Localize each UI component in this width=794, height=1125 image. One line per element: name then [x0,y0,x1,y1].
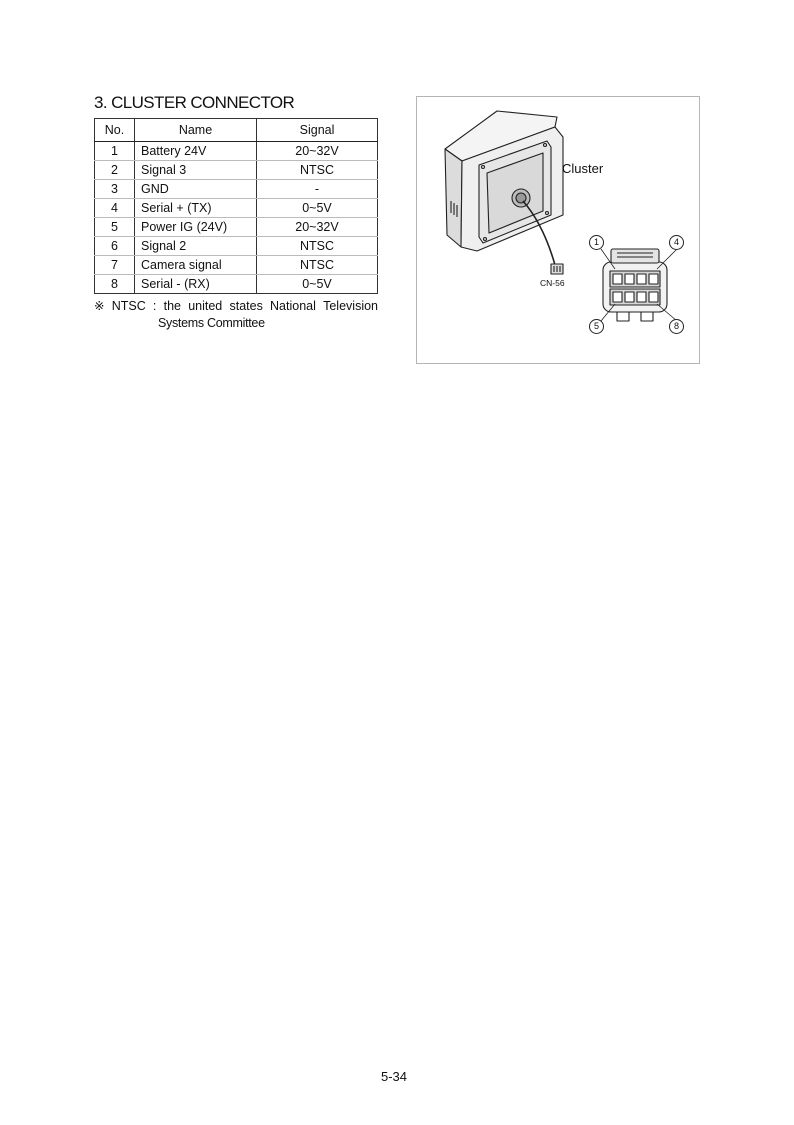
cell-signal: NTSC [257,237,378,256]
cell-name: Power IG (24V) [135,218,257,237]
pin-table [94,118,378,294]
cell-no: 2 [95,161,135,180]
footnote-line-2: Systems Committee [158,316,265,330]
table-row [95,275,378,294]
page-number: 5-34 [381,1069,408,1084]
pin-callout-8: 8 [669,319,684,334]
cell-name: Signal 3 [135,161,257,180]
note-word: Television [323,299,378,313]
cluster-label: Cluster [562,161,604,176]
cell-no: 8 [95,275,135,294]
footnote-line-1 [94,298,378,315]
cell-name: Signal 2 [135,237,257,256]
header-name: Name [135,119,257,142]
cell-name: Serial + (TX) [135,199,257,218]
cell-name: Camera signal [135,256,257,275]
note-word: states [229,299,263,313]
pin-callout-5: 5 [589,319,604,334]
pin-callout-4: 4 [669,235,684,250]
cell-signal: 0~5V [257,199,378,218]
table-row [95,237,378,256]
note-word: NTSC [111,299,146,313]
table-row [95,142,378,161]
table-row [95,199,378,218]
cell-name: Serial - (RX) [135,275,257,294]
cell-name: GND [135,180,257,199]
cell-signal: 20~32V [257,142,378,161]
note-symbol: ※ [94,299,105,313]
note-word: National [270,299,316,313]
cell-signal: NTSC [257,161,378,180]
cell-signal: 0~5V [257,275,378,294]
connector-label: CN-56 [540,278,565,288]
cell-no: 5 [95,218,135,237]
cluster-illustration [417,97,699,363]
table-header-row [95,119,378,142]
cell-no: 1 [95,142,135,161]
section-title: 3. CLUSTER CONNECTOR [94,93,295,112]
header-signal: Signal [257,119,378,142]
cell-no: 6 [95,237,135,256]
cell-no: 3 [95,180,135,199]
table-row [95,256,378,275]
note-word: the [163,299,181,313]
header-no: No. [95,119,135,142]
pin-callout-1: 1 [589,235,604,250]
note-word: : [152,299,157,313]
cell-no: 4 [95,199,135,218]
note-word: united [188,299,223,313]
table-row [95,161,378,180]
cell-name: Battery 24V [135,142,257,161]
table-row [95,218,378,237]
table-row [95,180,378,199]
cell-no: 7 [95,256,135,275]
cluster-connector-figure [416,96,700,364]
cell-signal: - [257,180,378,199]
cell-signal: NTSC [257,256,378,275]
cell-signal: 20~32V [257,218,378,237]
ntsc-footnote [94,298,378,332]
